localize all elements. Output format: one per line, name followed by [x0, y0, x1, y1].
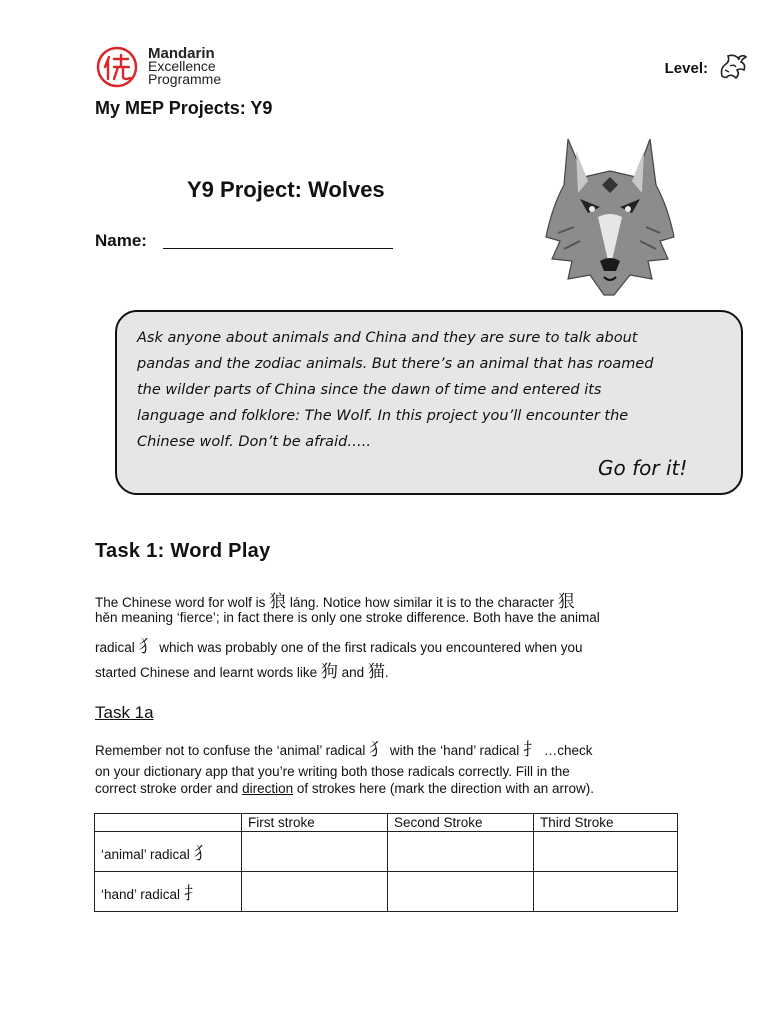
logo-line-2: Excellence: [148, 58, 216, 74]
task1-paragraph-line: [95, 587, 575, 612]
text-run: and: [337, 665, 368, 680]
hand-radical-character: 扌: [183, 884, 201, 904]
page-title: Y9 Project: Wolves: [187, 177, 385, 202]
table-row: [95, 872, 678, 912]
logo-line-3: Programme: [148, 71, 222, 87]
name-label: Name:: [95, 231, 147, 250]
answer-cell[interactable]: [388, 832, 534, 872]
animal-radical-character: 犭: [193, 844, 211, 864]
intro-callout-text: [137, 325, 727, 455]
hand-radical-character: 扌: [522, 740, 540, 760]
task1a-paragraph-line: [95, 735, 593, 760]
table-row: [95, 832, 678, 872]
callout-line: pandas and the zodiac animals. But there’s an animal that has roamed: [137, 356, 654, 372]
text-run: …check: [539, 743, 593, 758]
text-run: The Chinese word for wolf is: [95, 595, 270, 610]
text-run: started Chinese and learnt words like: [95, 665, 321, 680]
table-header-cell: First stroke: [242, 814, 388, 832]
text-run: of strokes here (mark the direction with an arrow).: [293, 781, 594, 796]
task1a-paragraph-line: [95, 781, 594, 796]
wolf-character: 狼: [269, 592, 287, 612]
task1a-heading: Task 1a: [95, 703, 154, 722]
logo-wordmark: [148, 47, 221, 86]
callout-line: Chinese wolf. Don’t be afraid…..: [137, 434, 372, 450]
animal-radical-character: 犭: [138, 637, 156, 657]
row-label-cell: [95, 832, 242, 872]
answer-cell[interactable]: [534, 872, 678, 912]
cat-character: 猫: [367, 662, 385, 682]
answer-cell[interactable]: [534, 832, 678, 872]
level-label: Level:: [664, 60, 708, 77]
task1a-paragraph-line: on your dictionary app that you’re writing both those radicals correctly. Fill in the: [95, 764, 570, 779]
task1-heading: Task 1: Word Play: [95, 540, 271, 562]
text-run: correct stroke order and: [95, 781, 243, 796]
wolf-illustration: [540, 137, 680, 297]
callout-line: the wilder parts of China since the dawn of time and entered its: [137, 382, 602, 398]
text-run: Remember not to confuse the ‘animal’ radical: [95, 743, 370, 758]
text-run: láng. Notice how similar it is to the character: [286, 595, 558, 610]
stroke-order-table: [94, 813, 678, 912]
text-run: with the ‘hand’ radical: [386, 743, 523, 758]
row-label: ‘hand’ radical: [101, 887, 184, 902]
answer-cell[interactable]: [242, 832, 388, 872]
name-field-line[interactable]: [163, 248, 393, 249]
row-label: ‘animal’ radical: [101, 847, 194, 862]
callout-line: language and folklore: The Wolf. In this project you’ll encounter the: [137, 408, 629, 424]
row-label-cell: [95, 872, 242, 912]
logo-line-1: Mandarin: [148, 45, 215, 62]
fierce-character: 狠: [557, 592, 575, 612]
table-header-row: [95, 814, 678, 832]
answer-cell[interactable]: [388, 872, 534, 912]
table-header-cell: [95, 814, 242, 832]
dragon-icon: [716, 48, 750, 82]
underlined-word: direction: [242, 781, 294, 796]
table-header-cell: Third Stroke: [534, 814, 678, 832]
callout-line: Ask anyone about animals and China and they are sure to talk about: [137, 330, 638, 346]
text-run: which was probably one of the first radicals you encountered when you: [155, 640, 583, 655]
answer-cell[interactable]: [242, 872, 388, 912]
task1-paragraph-line: hěn meaning ‘fierce’; in fact there is only one stroke difference. Both have the animal: [95, 610, 600, 625]
page-subtitle: My MEP Projects: Y9: [95, 98, 273, 118]
text-run: radical: [95, 640, 139, 655]
task1-paragraph-line: [95, 657, 389, 682]
animal-radical-character: 犭: [369, 740, 387, 760]
callout-signoff: Go for it!: [598, 456, 688, 480]
task1-paragraph-line: [95, 632, 583, 657]
text-run: .: [384, 665, 389, 680]
mep-logo-icon: [95, 45, 139, 89]
table-header-cell: Second Stroke: [388, 814, 534, 832]
dog-character: 狗: [320, 662, 338, 682]
